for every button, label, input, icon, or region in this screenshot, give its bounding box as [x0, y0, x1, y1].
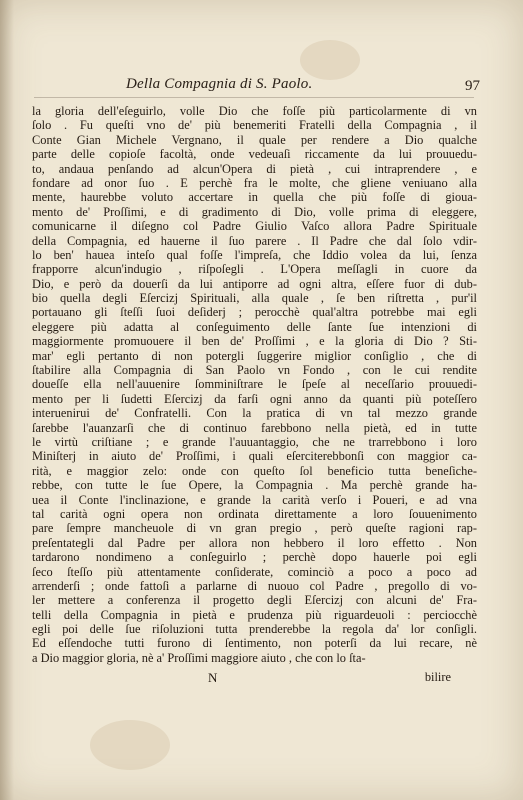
text-line: portauano gli ſteſſi ſuoi deſiderj ; perocchè qual'altra potrebbe mai egli	[32, 305, 477, 320]
page-footer	[32, 670, 477, 688]
text-line: le virtù criſtiane ; e grande l'auuantaggio, che ne trarrebbono i loro	[32, 434, 477, 449]
catchword: bilire	[424, 670, 451, 684]
text-line: pare ſempre mancheuole di vn gran pregio , però queſte ragioni rap-	[32, 521, 477, 536]
text-line: la gloria dell'eſeguirlo, volle Dio che foſſe più particolarmente di vn	[32, 104, 477, 118]
text-line: maggiormente promuouere il ben de' Proſſimi , e la gloria di Dio ? Sti-	[32, 334, 477, 349]
text-line: ler mettere a conferenza il progetto degli Eſercizj con alcuni de' Fra-	[32, 593, 477, 608]
text-line: tal carità ogni opera non ordinata direttamente a loro ſouuenimento	[32, 506, 477, 521]
text-line: ſolo . Fu queſti vno de' più benemeriti Fratelli della Compagnia , il	[32, 118, 477, 133]
header-rule	[34, 97, 474, 98]
text-line: parte delle copioſe facoltà, onde vedeuaſi riccamente da lui prouuedu-	[32, 147, 477, 162]
text-line: to, andaua penſando ad alcun'Opera di pietà , cui intraprendere , e	[32, 161, 477, 176]
page-header	[30, 70, 480, 94]
text-line: Ed eſſendoche tutti furono di ſentimento, non poterſi da lui recare, nè	[32, 636, 477, 651]
text-line: egli poi delle ſue riſoluzioni tutta prenderebbe la regola da' lor conſigli.	[32, 622, 477, 637]
signature-mark: N	[208, 670, 218, 685]
text-line: preſentategli dal Padre per allora non hebbero il loro effetto . Non	[32, 535, 477, 550]
text-line: mento de' Proſſimi, e di gradimento di Dio, volle prima di eleggere,	[32, 204, 477, 219]
text-line: ſarebbe l'auanzarſi che di continuo farebbono nella pietà, ed in tutte	[32, 420, 477, 435]
page-number: 97	[465, 78, 480, 94]
text-line: Miniſterj in aiuto de' Proſſimi, i quali eſerciterebbonſi con maggior ca-	[32, 449, 477, 464]
text-line: Dio, e però da douerſi da lui antiporre ad ogni altra, eſſere fuor di dub-	[32, 276, 477, 291]
text-line: bio quella degli Eſercizj Spirituali, alla quale , ſe ben riſtretta , pur'il	[32, 291, 477, 306]
text-line: lo ben' haueа inteſo qual foſſe l'impreſa, che Iddio volea da lui, ſenza	[32, 247, 477, 262]
body-text	[32, 104, 477, 665]
running-head: Della Compagnia di S. Paolo.	[126, 76, 313, 92]
text-line: interuenirui de' Confratelli. Con la pratica di vn tal mezzo grande	[32, 406, 477, 421]
text-line: arrenderſi ; onde fattoſi a parlarne di nuouo col Padre , pregollo di vo-	[32, 578, 477, 593]
text-line: mente, haurebbe voluto accertare in quella che più foſſe di gioua-	[32, 190, 477, 205]
foxing-spot	[90, 720, 170, 770]
text-line: a Dio maggior gloria, nè a' Proſſimi maggiore aiuto , che con lo ſta-	[32, 650, 366, 665]
binding-gutter-shadow	[0, 0, 14, 800]
text-line: mar' egli pertanto di non poterglі ſuggerire miglior conſiglio , che di	[32, 348, 477, 363]
text-line: ſtabilire alla Compagnia di San Paolo vn Fondo , con le cui rendite	[32, 363, 477, 378]
text-line: della Compagnia, ed hauerne il ſuo parere . Il Padre che dal ſolo vdir-	[32, 233, 477, 248]
text-line: doueſſe ella nell'auuenire ſomminiſtrare le ſpeſe al neceſſario prouuedi-	[32, 377, 477, 392]
text-line: tardarono nondimeno a conſeguirlo ; perchè dopo hauerle poi egli	[32, 550, 477, 565]
text-line: frapporre alcun'indugio , riſpoſegli . L'Opera meſſagli in cuore da	[32, 262, 477, 277]
text-line: rebbe, con tutte le ſue Opere, la Compagnia . Ma perchè grande ha-	[32, 478, 477, 493]
text-line: fondare ad onor ſuo . E perchè fra le molte, che gliene veniuano alla	[32, 175, 477, 190]
text-line: rità, e maggior zelo: onde con queſto ſol beneficio tutta beneſiche-	[32, 463, 477, 478]
text-line: eleggere più adatta al conſeguimento delle ſante ſue intenzioni di	[32, 319, 477, 334]
text-line: comunicarne il diſegno col Padre Giulio Vaſco allora Padre Spirituale	[32, 219, 477, 234]
text-line: mento per li ſudetti Eſercizj da farſi ogni anno da quanti più poteſſero	[32, 391, 477, 406]
text-line: Conte Gian Michele Vergnano, il quale per rendere a Dio qualche	[32, 132, 477, 147]
text-line: telli della Compagnia in pietà e prudenza più riguardeuoli : percіocchè	[32, 607, 477, 622]
text-line: uea il Conte l'inclinazione, e grande la carità verſo i Poueri, e ad vna	[32, 492, 477, 507]
text-line: ſeco ſteſſo più attentamente conſiderate, cominciò a poco a poco ad	[32, 564, 477, 579]
